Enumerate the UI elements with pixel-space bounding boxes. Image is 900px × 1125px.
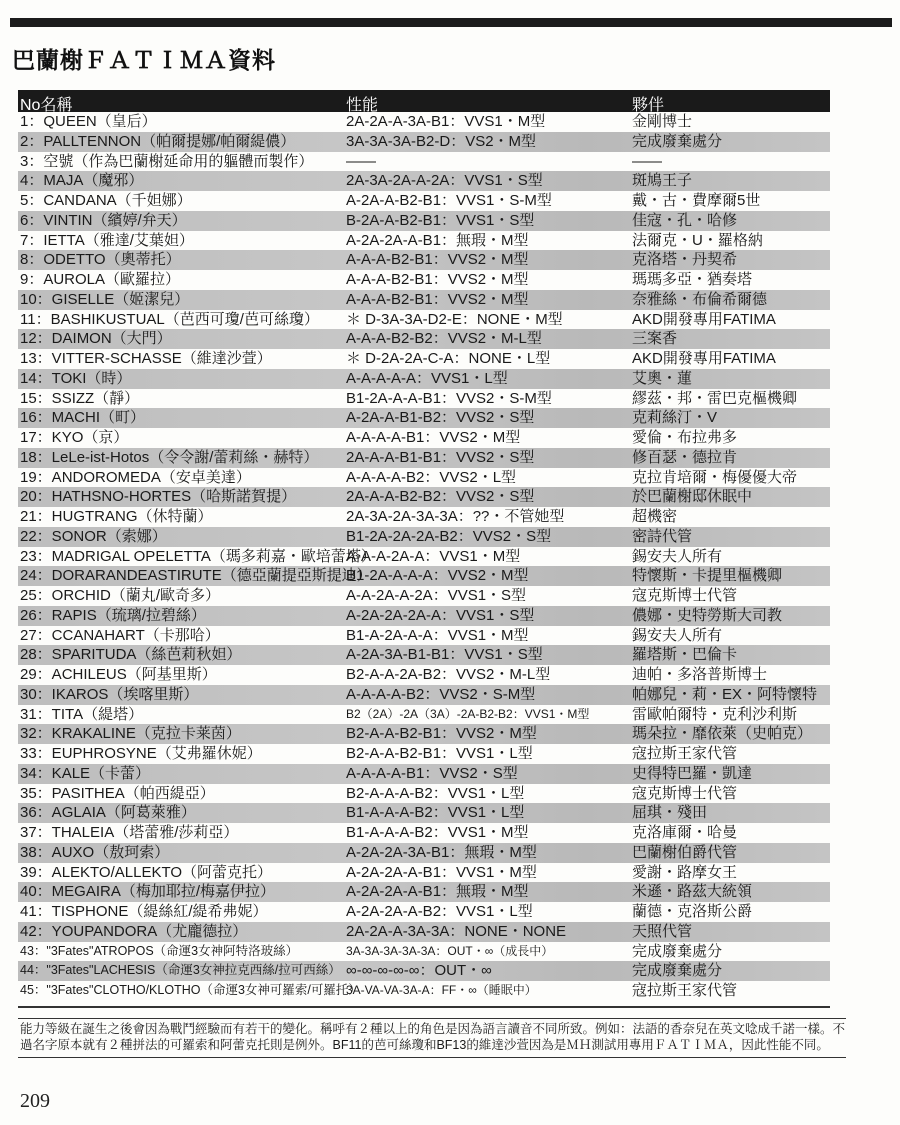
fatima-table xyxy=(18,90,830,1008)
fatima-name: 27：CCANAHART（卡那哈） xyxy=(20,626,220,644)
fatima-performance: A-A-A-A-B1：VVS2・S型 xyxy=(346,764,518,782)
fatima-name: 1：QUEEN（皇后） xyxy=(20,113,157,130)
fatima-name: 18：LeLe-ist-Hotos（令令謝/蕾莉絲・赫特） xyxy=(20,448,319,466)
table-row xyxy=(18,606,830,626)
table-row xyxy=(18,211,830,231)
fatima-partner: 三案香 xyxy=(632,330,678,348)
fatima-performance: ＊ D-2A-2A-C-A：NONE・L型 xyxy=(346,350,551,367)
fatima-name: 26：RAPIS（琉璃/拉碧絲） xyxy=(20,606,206,624)
fatima-performance: B2（2A）-2A（3A）-2A-B2-B2：VVS1・M型 xyxy=(346,706,590,721)
fatima-performance: A-2A-2A-A-B1：無瑕・M型 xyxy=(346,883,529,901)
fatima-name: 35：PASITHEA（帕西緹亞） xyxy=(20,784,215,802)
table-row xyxy=(18,744,830,764)
fatima-performance: A-A-A-B2-B1：VVS2・M型 xyxy=(346,271,529,288)
fatima-performance: B1-2A-2A-2A-B2：VVS2・S型 xyxy=(346,527,552,545)
table-row xyxy=(18,863,830,883)
table-row xyxy=(18,507,830,527)
fatima-name: 12：DAIMON（大門） xyxy=(20,330,172,348)
fatima-name: 25：ORCHID（蘭丸/歐奇多） xyxy=(20,587,221,604)
fatima-partner: 於巴蘭榭邸休眠中 xyxy=(632,488,753,506)
fatima-performance: A-A-A-B2-B1：VVS2・M型 xyxy=(346,251,529,269)
fatima-partner: 斑鳩王子 xyxy=(632,172,693,190)
fatima-performance: B-2A-A-B2-B1：VVS1・S型 xyxy=(346,211,535,229)
fatima-partner: 寇克斯博士代管 xyxy=(632,587,738,604)
fatima-partner: 愛倫・布拉弗多 xyxy=(632,429,738,446)
fatima-partner: 法爾克・U・羅格納 xyxy=(632,231,763,249)
table-bottom-rule xyxy=(18,1006,830,1008)
fatima-partner: 雷歐帕爾特・克利沙利斯 xyxy=(632,705,798,723)
fatima-name: 29：ACHILEUS（阿基里斯） xyxy=(20,666,217,683)
fatima-name: 34：KALE（卡蕾） xyxy=(20,764,151,782)
fatima-name: 10：GISELLE（姬潔兒） xyxy=(20,290,190,308)
fatima-name: 13：VITTER-SCHASSE（維達沙萱） xyxy=(20,350,272,367)
table-row xyxy=(18,942,830,962)
fatima-performance: A-2A-2A-A-B1：VVS1・M型 xyxy=(346,863,537,881)
fatima-performance: A-2A-A-B2-B1：VVS1・S-M型 xyxy=(346,192,552,209)
table-row xyxy=(18,369,830,389)
table-row xyxy=(18,902,830,922)
table-row xyxy=(18,764,830,784)
table-row xyxy=(18,981,830,1001)
fatima-name: 38：AUXO（敖珂索） xyxy=(20,843,170,861)
table-row xyxy=(18,250,830,270)
fatima-partner: 克莉絲汀・V xyxy=(632,409,718,427)
fatima-name: 8：ODETTO（奧蒂托） xyxy=(20,251,181,269)
fatima-partner: 克洛塔・丹契希 xyxy=(632,251,738,269)
fatima-name: 40：MEGAIRA（梅加耶拉/梅嘉伊拉） xyxy=(20,883,276,901)
fatima-performance: A-2A-2A-A-B1：無瑕・M型 xyxy=(346,231,529,249)
header-partner: 夥伴 xyxy=(632,97,665,114)
fatima-partner: 史得特巴羅・凱達 xyxy=(632,764,753,782)
fatima-performance: A-A-A-B2-B2：VVS2・M-L型 xyxy=(346,330,542,348)
table-row xyxy=(18,231,830,251)
fatima-partner: 克洛庫爾・哈曼 xyxy=(632,824,738,841)
table-row xyxy=(18,724,830,744)
fatima-name: 24：DORARANDEASTIRUTE（德亞蘭提亞斯提迪） xyxy=(20,567,372,585)
fatima-name: 37：THALEIA（塔蕾雅/莎莉亞） xyxy=(20,824,239,841)
fatima-performance: A-A-A-B2-B1：VVS2・M型 xyxy=(346,290,529,308)
fatima-performance: A-A-A-A-B1：VVS2・M型 xyxy=(346,429,521,446)
table-row xyxy=(18,961,830,981)
fatima-performance: A-2A-2A-A-B2：VVS1・L型 xyxy=(346,903,533,920)
fatima-name: 14：TOKI（時） xyxy=(20,369,132,387)
table-row xyxy=(18,408,830,428)
fatima-partner: —— xyxy=(632,152,662,170)
fatima-partner: 寇拉斯王家代管 xyxy=(632,745,738,762)
fatima-partner: 瑪瑪多亞・猶奏塔 xyxy=(632,271,753,288)
fatima-partner: 完成廢棄處分 xyxy=(632,942,723,960)
header-performance: 性能 xyxy=(346,97,379,114)
fatima-name: 9：AUROLA（歐羅拉） xyxy=(20,271,181,288)
fatima-partner: 密詩代管 xyxy=(632,527,693,545)
table-row xyxy=(18,310,830,330)
fatima-performance: ∞-∞-∞-∞-∞：OUT・∞ xyxy=(346,962,492,980)
fatima-partner: 寇拉斯王家代管 xyxy=(632,982,738,999)
fatima-performance: B2-A-A-A-B2：VVS1・L型 xyxy=(346,784,525,802)
fatima-performance: B1-2A-A-A-A：VVS2・M型 xyxy=(346,567,529,585)
fatima-partner: 艾奧・蓮 xyxy=(632,369,693,387)
table-body xyxy=(18,112,830,1001)
fatima-partner: 戴・古・費摩爾5世 xyxy=(632,192,761,209)
fatima-partner: 寇克斯博士代管 xyxy=(632,784,738,802)
fatima-performance: A-2A-2A-3A-B1：無瑕・M型 xyxy=(346,843,537,861)
fatima-name: 21：HUGTRANG（休特蘭） xyxy=(20,508,213,525)
fatima-performance: B1-A-A-A-B2：VVS1・M型 xyxy=(346,824,529,841)
table-row xyxy=(18,191,830,211)
fatima-partner: AKD開發專用FATIMA xyxy=(632,310,776,328)
fatima-partner: 米遜・路茲大統領 xyxy=(632,883,753,901)
fatima-performance: B2-A-A-2A-B2：VVS2・M-L型 xyxy=(346,666,551,683)
table-row xyxy=(18,527,830,547)
fatima-name: 39：ALEKTO/ALLEKTO（阿蕾克托） xyxy=(20,863,273,881)
fatima-partner: 特懷斯・卡提里樞機卿 xyxy=(632,567,783,585)
table-row xyxy=(18,112,830,132)
table-row xyxy=(18,132,830,152)
fatima-partner: 金剛博士 xyxy=(632,113,693,130)
fatima-performance: 3A-3A-3A-B2-D：VS2・M型 xyxy=(346,132,537,150)
fatima-performance: A-A-A-A-B2：VVS2・L型 xyxy=(346,468,517,486)
top-rule xyxy=(10,18,892,27)
fatima-partner: 完成廢棄處分 xyxy=(632,962,723,980)
fatima-performance: A-2A-3A-B1-B1：VVS1・S型 xyxy=(346,646,543,664)
fatima-partner: 錫安夫人所有 xyxy=(632,626,723,644)
fatima-performance: 2A-3A-2A-A-2A：VVS1・S型 xyxy=(346,172,543,190)
fatima-name: 15：SSIZZ（靜） xyxy=(20,389,140,407)
table-row xyxy=(18,626,830,646)
fatima-partner: 迪帕・多洛普斯博士 xyxy=(632,666,768,683)
table-row xyxy=(18,468,830,488)
fatima-name: 28：SPARITUDA（絲芭莉秋妲） xyxy=(20,646,242,664)
table-row xyxy=(18,784,830,804)
fatima-name: 45："3Fates"CLOTHO/KLOTHO（命運3女神可羅索/可羅托） xyxy=(20,983,361,997)
page-number: 209 xyxy=(20,1090,50,1112)
fatima-performance: A-A-A-2A-A：VVS1・M型 xyxy=(346,547,521,565)
fatima-name: 3：空號（作為巴蘭榭延命用的軀體而製作） xyxy=(20,152,314,170)
table-row xyxy=(18,922,830,942)
footnote: 能力等級在誕生之後會因為戰鬥經驗而有若干的變化。稱呼有２種以上的角色是因為語言讀音不同所致。例如：法語的香奈兒在英文唸成千諾一樣。不過名字原本就有２種拼法的可羅索和阿蕾克托則是例外。BF11的芭可絲瓊和BF13的維達沙萱因為是ＭＨ測試用專用ＦＡＴＩＭＡ，因此性能不同。 xyxy=(18,1018,846,1058)
fatima-partner: 天照代管 xyxy=(632,922,693,940)
fatima-name: 4：MAJA（魔邪） xyxy=(20,172,144,190)
fatima-partner: 超機密 xyxy=(632,508,678,525)
table-header xyxy=(18,90,830,112)
fatima-partner: 屈琪・殘田 xyxy=(632,804,708,822)
table-row xyxy=(18,705,830,725)
fatima-performance: 3A-3A-3A-3A-3A：OUT・∞（成長中） xyxy=(346,943,554,958)
page-title: 巴蘭榭ＦＡＴＩＭＡ資料 xyxy=(12,48,276,73)
table-row xyxy=(18,586,830,606)
fatima-name: 11：BASHIKUSTUAL（芭西可瓊/芭可絲瓊） xyxy=(20,310,319,328)
table-row xyxy=(18,566,830,586)
fatima-partner: 奈雅絲・布倫希爾德 xyxy=(632,290,768,308)
fatima-partner: 蘭德・克洛斯公爵 xyxy=(632,903,753,920)
table-row xyxy=(18,428,830,448)
fatima-name: 6：VINTIN（繽婷/弁天） xyxy=(20,211,187,229)
fatima-name: 5：CANDANA（千妲娜） xyxy=(20,192,192,209)
fatima-name: 2：PALLTENNON（帕爾提娜/帕爾緹儂） xyxy=(20,132,296,150)
header-name: No名稱 xyxy=(20,97,73,114)
fatima-performance: A-A-A-A-A：VVS1・L型 xyxy=(346,369,508,387)
table-row xyxy=(18,171,830,191)
fatima-name: 22：SONOR（索娜） xyxy=(20,527,167,545)
fatima-name: 7：IETTA（雅達/艾葉妲） xyxy=(20,231,194,249)
fatima-performance: A-A-A-A-B2：VVS2・S-M型 xyxy=(346,685,536,703)
fatima-partner: AKD開發專用FATIMA xyxy=(632,350,776,367)
fatima-performance: 2A-2A-A-3A-3A：NONE・NONE xyxy=(346,922,567,940)
fatima-partner: 錫安夫人所有 xyxy=(632,547,723,565)
fatima-name: 43："3Fates"ATROPOS（命運3女神阿特洛玻絲） xyxy=(20,943,299,958)
fatima-partner: 瑪朵拉・靡依萊（史帕克） xyxy=(632,725,813,743)
fatima-name: 19：ANDOROMEDA（安卓美達） xyxy=(20,468,251,486)
fatima-partner: 修百瑟・德拉肯 xyxy=(632,448,738,466)
fatima-partner: 儂娜・史特勞斯大司教 xyxy=(632,606,783,624)
table-row xyxy=(18,152,830,172)
fatima-performance: 2A-A-A-B2-B2：VVS2・S型 xyxy=(346,488,535,506)
table-row xyxy=(18,389,830,409)
fatima-performance: 2A-3A-2A-3A-3A：??・不管她型 xyxy=(346,508,565,525)
fatima-performance: A-A-2A-A-2A：VVS1・S型 xyxy=(346,587,527,604)
table-row xyxy=(18,270,830,290)
fatima-partner: 完成廢棄處分 xyxy=(632,132,723,150)
fatima-name: 36：AGLAIA（阿葛萊雅） xyxy=(20,804,196,822)
table-row xyxy=(18,645,830,665)
table-row xyxy=(18,487,830,507)
fatima-partner: 繆茲・邦・雷巴克樞機卿 xyxy=(632,389,798,407)
table-row xyxy=(18,290,830,310)
fatima-name: 23：MADRIGAL OPELETTA（瑪多莉嘉・歐培蕾塔） xyxy=(20,547,376,565)
fatima-performance: B2-A-A-B2-B1：VVS2・M型 xyxy=(346,725,537,743)
fatima-name: 17：KYO（京） xyxy=(20,429,129,446)
table-row xyxy=(18,843,830,863)
fatima-performance: A-2A-A-B1-B2：VVS2・S型 xyxy=(346,409,535,427)
table-row xyxy=(18,448,830,468)
fatima-name: 32：KRAKALINE（克拉卡莱茵） xyxy=(20,725,241,743)
fatima-name: 44："3Fates"LACHESIS（命運3女神拉克西絲/拉可西絲） xyxy=(20,963,341,978)
fatima-name: 42：YOUPANDORA（尤龐德拉） xyxy=(20,922,248,940)
fatima-partner: 羅塔斯・巴倫卡 xyxy=(632,646,738,664)
table-row xyxy=(18,349,830,369)
fatima-performance: 3A-VA-VA-3A-A：FF・∞（睡眠中） xyxy=(346,983,537,997)
fatima-partner: 巴蘭榭伯爵代管 xyxy=(632,843,738,861)
fatima-name: 30：IKAROS（埃喀里斯） xyxy=(20,685,199,703)
fatima-partner: 愛謝・路摩女王 xyxy=(632,863,738,881)
fatima-name: 41：TISPHONE（緹絲紅/緹希弗妮） xyxy=(20,903,268,920)
fatima-name: 16：MACHI（町） xyxy=(20,409,146,427)
fatima-name: 31：TITA（緹塔） xyxy=(20,705,144,723)
fatima-performance: B1-A-A-A-B2：VVS1・L型 xyxy=(346,804,525,822)
table-row xyxy=(18,547,830,567)
table-row xyxy=(18,803,830,823)
fatima-name: 20：HATHSNO-HORTES（哈斯諾賀提） xyxy=(20,488,297,506)
table-row xyxy=(18,329,830,349)
table-row xyxy=(18,685,830,705)
fatima-partner: 克拉肯培爾・梅優優大帝 xyxy=(632,468,798,486)
fatima-performance: 2A-A-A-B1-B1：VVS2・S型 xyxy=(346,448,535,466)
fatima-performance: 2A-2A-A-3A-B1：VVS1・M型 xyxy=(346,113,546,130)
table-row xyxy=(18,882,830,902)
fatima-performance: B1-2A-A-A-B1：VVS2・S-M型 xyxy=(346,389,552,407)
fatima-partner: 帕娜兒・莉・EX・阿特懷特 xyxy=(632,685,818,703)
table-row xyxy=(18,823,830,843)
fatima-performance: B2-A-A-B2-B1：VVS1・L型 xyxy=(346,745,533,762)
fatima-performance: —— xyxy=(346,152,376,170)
fatima-performance: B1-A-2A-A-A：VVS1・M型 xyxy=(346,626,529,644)
fatima-performance: ＊ D-3A-3A-D2-E：NONE・M型 xyxy=(346,310,563,328)
fatima-partner: 佳寇・孔・哈修 xyxy=(632,211,738,229)
fatima-performance: A-2A-2A-2A-A：VVS1・S型 xyxy=(346,606,535,624)
table-row xyxy=(18,665,830,685)
fatima-name: 33：EUPHROSYNE（艾弗羅休妮） xyxy=(20,745,262,762)
